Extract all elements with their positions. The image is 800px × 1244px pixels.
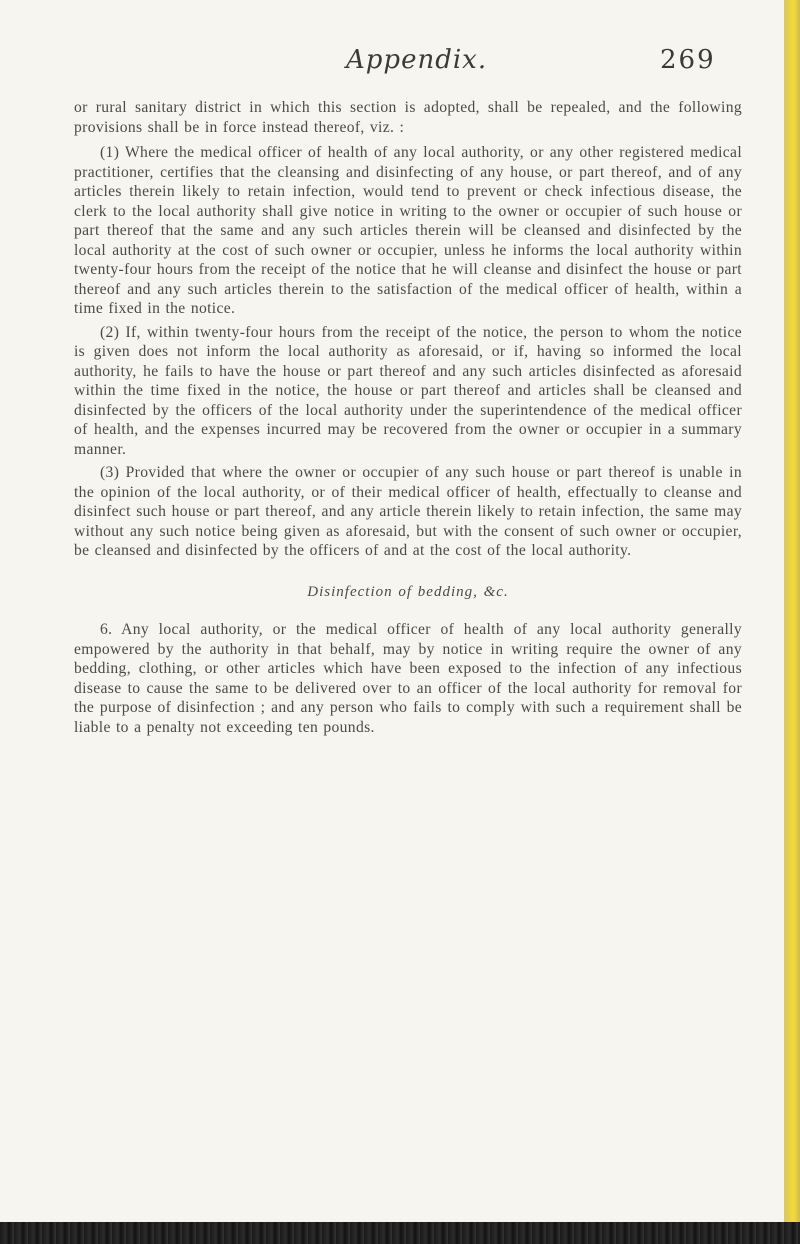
section-6-paragraph: 6. Any local authority, or the medical officer of health of any local authority generally empowered by the authority in that behalf, may by notice in writing require the owner of any bedding, clothing, or other articles which have been exposed to the infection of any infectious disease to cause the same to be delivered over to an officer of the local authority for removal for the purpose of disinfection ; and any person who fails to comply with such a requirement shall be liable to a penalty not exceeding ten pounds. — [74, 621, 742, 736]
intro-paragraph: or rural sanitary district in which this section is adopted, shall be repealed, and the following provisions shall be in force instead thereof, viz. : — [74, 99, 742, 136]
page-body — [74, 98, 742, 737]
page-number: 269 — [660, 45, 716, 75]
section-subheading: Disinfection of bedding, &c. — [307, 583, 509, 600]
running-title: Appendix. — [346, 45, 488, 75]
page-header — [0, 45, 784, 85]
clause-2-paragraph: (2) If, within twenty-four hours from the receipt of the notice, the person to whom the notice is given does not inform the local authority as aforesaid, or if, having so informed the local authority, he fails to have the house or part thereof and any such articles disinfected as aforesaid within the time fixed in the notice, the house or part thereof and articles shall be cleansed and disinfected by the officers of the local authority under the superintendence of the medical officer of health, and the expenses incurred may be recovered from the owner or occupier in a summary manner. — [74, 323, 742, 458]
page-edge-strip — [784, 0, 800, 1244]
clause-3-paragraph: (3) Provided that where the owner or occupier of any such house or part thereof is unable in the opinion of the local authority, or of their medical officer of health, effectually to cleanse and disinfect such house or part thereof, and any article therein likely to retain infection, the same may without any such notice being given as aforesaid, but with the consent of such owner or occupier, be cleansed and disinfected by the officers of and at the cost of the local authority. — [74, 464, 742, 559]
scan-bottom-edge — [0, 1222, 800, 1244]
clause-1-paragraph: (1) Where the medical officer of health of any local authority, or any other registered medical practitioner, certifies that the cleansing and disinfecting of any house, or part thereof, and of any articles therein likely to retain infection, would tend to prevent or check infectious disease, the clerk to the local authority shall give notice in writing to the owner or occupier of such house or part thereof that the same and any such articles therein will be cleansed and disinfected by the local authority at the cost of such owner or occupier, unless he informs the local authority within twenty-four hours from the receipt of the notice that he will cleanse and disinfect the house or part thereof and any such articles therein to the satisfaction of the medical officer of health, within a time fixed in the notice. — [74, 144, 742, 317]
